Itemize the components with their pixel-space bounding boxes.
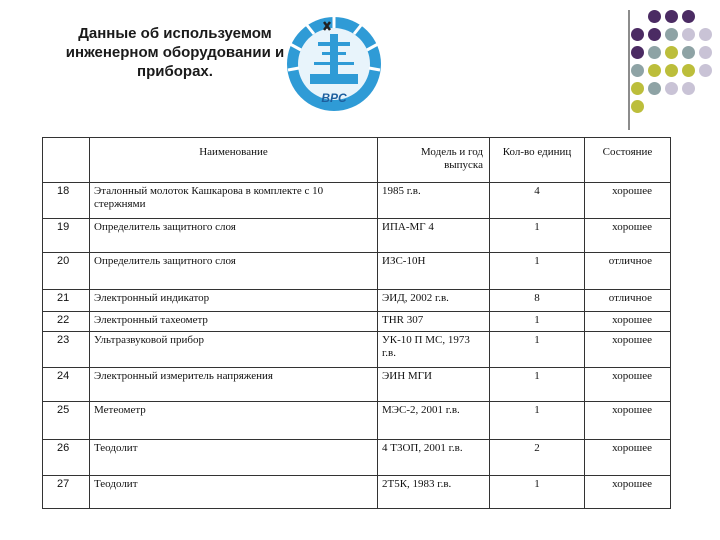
equipment-state: хорошее bbox=[585, 402, 671, 440]
equipment-state: хорошее bbox=[585, 440, 671, 476]
equipment-qty: 1 bbox=[490, 253, 585, 290]
equipment-qty: 1 bbox=[490, 332, 585, 368]
equipment-qty: 4 bbox=[490, 183, 585, 219]
table-row bbox=[43, 219, 671, 253]
row-number: 23 bbox=[43, 332, 90, 368]
logo-text: ВРС bbox=[321, 91, 347, 105]
equipment-state: хорошее bbox=[585, 183, 671, 219]
equipment-name: Электронный тахеометр bbox=[90, 312, 378, 332]
equipment-qty: 2 bbox=[490, 440, 585, 476]
row-number: 20 bbox=[43, 253, 90, 290]
table-row bbox=[43, 332, 671, 368]
equipment-qty: 1 bbox=[490, 368, 585, 402]
equipment-qty: 1 bbox=[490, 312, 585, 332]
equipment-state: хорошее bbox=[585, 219, 671, 253]
equipment-name: Метеометр bbox=[90, 402, 378, 440]
col-header-num bbox=[43, 138, 90, 183]
equipment-name: Определитель защитного слоя bbox=[90, 219, 378, 253]
row-number: 21 bbox=[43, 290, 90, 312]
table-header-row bbox=[43, 138, 671, 183]
equipment-name: Электронный измеритель напряжения bbox=[90, 368, 378, 402]
equipment-table bbox=[42, 137, 671, 509]
table-row bbox=[43, 368, 671, 402]
col-header-name: Наименование bbox=[90, 138, 378, 183]
equipment-name: Ультразвуковой прибор bbox=[90, 332, 378, 368]
equipment-state: хорошее bbox=[585, 332, 671, 368]
table-row bbox=[43, 253, 671, 290]
row-number: 18 bbox=[43, 183, 90, 219]
equipment-state: отличное bbox=[585, 290, 671, 312]
equipment-name: Теодолит bbox=[90, 440, 378, 476]
row-number: 22 bbox=[43, 312, 90, 332]
company-logo bbox=[284, 12, 384, 114]
equipment-model: 2Т5К, 1983 г.в. bbox=[378, 476, 490, 509]
row-number: 24 bbox=[43, 368, 90, 402]
equipment-model: 1985 г.в. bbox=[378, 183, 490, 219]
row-number: 27 bbox=[43, 476, 90, 509]
equipment-model: ЭИД, 2002 г.в. bbox=[378, 290, 490, 312]
equipment-model: ИПА-МГ 4 bbox=[378, 219, 490, 253]
equipment-state: хорошее bbox=[585, 368, 671, 402]
row-number: 25 bbox=[43, 402, 90, 440]
decor-divider bbox=[628, 10, 630, 130]
table-row bbox=[43, 290, 671, 312]
equipment-name: Эталонный молоток Кашкарова в комплекте с 10 стержнями bbox=[90, 183, 378, 219]
equipment-state: хорошее bbox=[585, 476, 671, 509]
equipment-qty: 8 bbox=[490, 290, 585, 312]
equipment-model: ИЗС-10Н bbox=[378, 253, 490, 290]
page-title: Данные об используемом инженерном оборудовании и приборах. bbox=[65, 25, 285, 80]
col-header-model: Модель и год выпуска bbox=[378, 138, 490, 183]
equipment-state: отличное bbox=[585, 253, 671, 290]
col-header-qty: Кол-во единиц bbox=[490, 138, 585, 183]
equipment-qty: 1 bbox=[490, 476, 585, 509]
table-row bbox=[43, 440, 671, 476]
table-row bbox=[43, 402, 671, 440]
table-row bbox=[43, 312, 671, 332]
equipment-model: УК-10 П МС, 1973 г.в. bbox=[378, 332, 490, 368]
equipment-name: Электронный индикатор bbox=[90, 290, 378, 312]
row-number: 26 bbox=[43, 440, 90, 476]
table-row bbox=[43, 183, 671, 219]
equipment-qty: 1 bbox=[490, 402, 585, 440]
equipment-model: МЭС-2, 2001 г.в. bbox=[378, 402, 490, 440]
equipment-model: 4 Т3ОП, 2001 г.в. bbox=[378, 440, 490, 476]
equipment-state: хорошее bbox=[585, 312, 671, 332]
col-header-state: Состояние bbox=[585, 138, 671, 183]
equipment-name: Определитель защитного слоя bbox=[90, 253, 378, 290]
equipment-name: Теодолит bbox=[90, 476, 378, 509]
equipment-qty: 1 bbox=[490, 219, 585, 253]
equipment-model: ЭИН МГИ bbox=[378, 368, 490, 402]
table-row bbox=[43, 476, 671, 509]
equipment-model: THR 307 bbox=[378, 312, 490, 332]
row-number: 19 bbox=[43, 219, 90, 253]
decor-dot-grid bbox=[634, 10, 714, 114]
